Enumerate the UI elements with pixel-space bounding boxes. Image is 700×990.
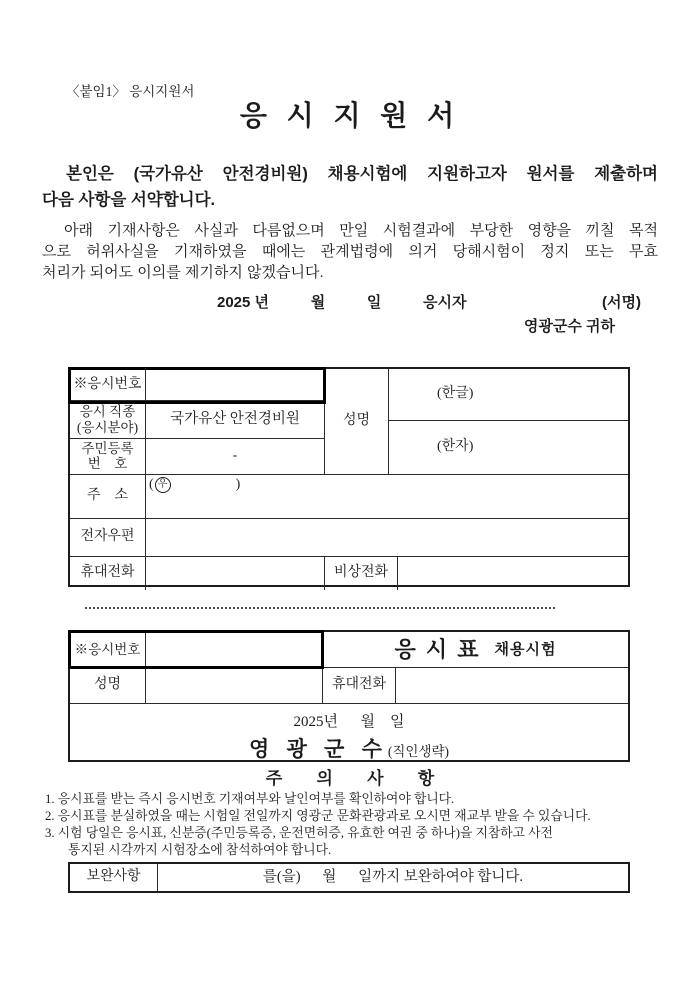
- pledge-p2-line1: 아래 기재사항은 사실과 다름없으며 만일 시험결과에 부당한 영향을 끼칠 목적: [64, 222, 658, 239]
- mobile-phone-field: [145, 557, 324, 590]
- ticket-name-field: [145, 668, 322, 703]
- emergency-phone-label: 비상전화: [324, 557, 397, 590]
- notice-item-1: 1. 응시표를 받는 즉시 응시번호 기재여부와 날인여부를 확인하여야 합니다.: [45, 792, 455, 806]
- notice-item-3-cont: 통지된 시각까지 시험장소에 참석하여야 합니다.: [68, 843, 332, 857]
- name-label: 성명: [342, 413, 371, 429]
- resident-number-field: -: [145, 439, 324, 474]
- application-table: [68, 367, 630, 587]
- ticket-date-line: 2025년 월 일: [293, 713, 405, 730]
- pledge-date-line: [42, 291, 658, 311]
- supplement-value: 를(을) 월 일까지 보완하여야 합니다.: [157, 864, 628, 891]
- exam-number-field: [145, 369, 324, 400]
- supplement-table: [68, 862, 630, 893]
- email-field: [145, 519, 628, 556]
- pledge-p2-line3: 처리가 되어도 이의를 제기하지 않겠습니다.: [42, 264, 324, 281]
- job-category-value: 국가유산 안전경비원: [145, 401, 324, 437]
- address-field: [145, 475, 628, 518]
- ticket-mobile-field: [395, 668, 628, 703]
- name-hangul-field: (한글): [437, 386, 474, 402]
- ticket-header: [322, 632, 628, 667]
- notice-item-2: 2. 응시표를 분실하였을 때는 시험일 전일까지 영광군 문화관광과로 오시면 재교부 받을 수 있습니다.: [45, 809, 591, 823]
- pledge-date-text: 2025 년 월 일 응시자: [217, 294, 467, 311]
- postal-open-paren: (: [149, 477, 154, 492]
- notice-list: [45, 791, 657, 859]
- pledge-paragraph-1: [42, 161, 658, 213]
- ticket-exam-number-label: ※응시번호: [74, 641, 141, 657]
- attachment-note: 〈붙임1〉 응시지원서: [66, 84, 195, 99]
- recipient-line: 영광군수 귀하: [523, 318, 615, 335]
- job-category-label: 응시 직종 (응시분야): [76, 404, 139, 435]
- ticket-issuer-line: [249, 733, 449, 763]
- notice-item-3: 3. 시험 당일은 응시표, 신분증(주민등록증, 운전면허증, 유효한 여권 중 하나)을 지참하고 사전: [45, 826, 553, 840]
- ticket-mobile-label: 휴대전화: [322, 668, 395, 703]
- pledge-paragraph-2: [42, 220, 658, 283]
- email-label: 전자우편: [80, 529, 135, 545]
- exam-number-label: ※응시번호: [73, 376, 142, 392]
- exam-ticket-table: [68, 630, 630, 762]
- issuer-name: 영 광 군 수: [248, 737, 388, 762]
- ticket-title: 응 시 표: [394, 636, 481, 662]
- mobile-phone-label: 휴대전화: [80, 565, 135, 581]
- supplement-label: 보완사항: [86, 869, 141, 885]
- notice-heading: 주 의 사 항: [265, 769, 450, 788]
- pledge-p2-line2: 으로 허위사실을 기재하였을 때에는 관계법령에 의거 당해시험이 정지 또는 무효: [42, 243, 658, 260]
- issuer-seal-note: (직인생략): [387, 744, 450, 760]
- emergency-phone-field: [397, 557, 628, 590]
- ticket-subtitle: 채용시험: [494, 640, 557, 658]
- dotted-cut-line: [85, 607, 555, 609]
- pledge-p1-line1: 본인은 (국가유산 안전경비원) 채용시험에 지원하고자 원서를 제출하며: [66, 165, 658, 183]
- name-hanja-field: (한자): [389, 420, 628, 474]
- page-title: 응 시 지 원 서: [239, 100, 461, 131]
- resident-number-label: 주민등록 번 호: [81, 440, 134, 472]
- ticket-exam-number-field: [145, 632, 322, 667]
- ticket-name-label: 성명: [93, 677, 122, 693]
- signature-label: (서명): [602, 294, 641, 311]
- address-label: 주 소: [86, 488, 129, 504]
- postal-code-mark: 우: [155, 477, 171, 493]
- pledge-p1-line2: 다음 사항을 서약합니다.: [42, 191, 216, 209]
- postal-close-paren: ): [235, 477, 241, 492]
